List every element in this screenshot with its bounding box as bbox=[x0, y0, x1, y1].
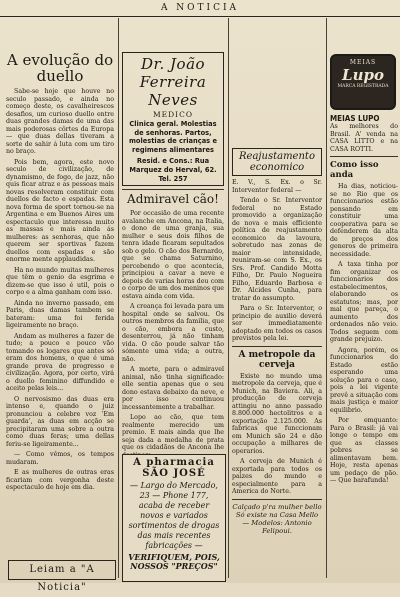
ad-text-lupo: As melhores do Brasil. A' venda na CASA LITTO e na CASA ROTTI. bbox=[330, 123, 398, 153]
divider bbox=[232, 346, 322, 347]
lupo-logo bbox=[330, 54, 396, 110]
paragraph: A morte, para o admiravel animal, não tinha significado: elle sentia apenas que o seu dono estava debaixo da neve, e por isso continuou incessantemente a trabalhar. bbox=[122, 366, 224, 411]
shoe-ad: Calçado p'ra mulher bello Só existe na Casa Mello — Modelos: Antonio Felipoui. bbox=[232, 502, 322, 535]
doctor-name: Dr. João Ferreira Neves bbox=[139, 55, 207, 109]
byline: E. V., S. Ex. o Sr. Interventor federal — bbox=[232, 179, 322, 194]
logo-line-1: MEIAS bbox=[349, 59, 377, 66]
paragraph: Ainda no inverno passado, em Paris, duas damas tambem se bateram: uma foi ferida ligeiramente no braço. bbox=[6, 299, 114, 329]
column-rule bbox=[228, 18, 229, 578]
paragraph: Pois bem, agora, este novo seculo de civilização, de dynamismo, de fogo, de jazz, não quis ficar atraz e as pessoas mais novas resolveram constituir com duellos de facto e espadas. Esta nova forma de sport tornou-se na Argentina e em Buenos Aires um espectaculo que interessa muito as massas e mais ainda ás mulheres: as senhoras, que não querem ser sportivas fazem duellos com espadas e são enorme mente applaudidas. bbox=[6, 158, 114, 263]
paragraph: Andam as mulheres a fazer de tudo; a pouco e pouco vão tomando os logares que antes só eram dos homens, o que é uma grande prova de progresso e civilização. Agora, por certo, virá o duello feminino diffundido e aceito pelas leis... bbox=[6, 332, 114, 392]
article-title-reajustamento: Reajustamento economico bbox=[239, 151, 315, 173]
paragraph: Tendo o Sr. Interventor federal no Estado promovido a organização de nova e mais efficiente política de reajustamento economico da lavoura, sobretudo nas zonas de maior intensidade, reuniram-se com S. Ex., os Srs. Prof. Candido Motta Filho, Dr. Paulo Nogueira Filho, Eduardo Barbosa e Dr. Alcides Cunha, para tratar do assumpto. bbox=[232, 197, 322, 302]
paragraph: Lopo ao cão, que tem realmente merecido um premio. E mais ainda que lhe seja dada a medalha de prata que os cidadãos de Ancona lhe bbox=[122, 414, 224, 452]
paragraph: Ha dias, noticiou-se no Rio que os funccionarios estão pensando em constituir uma cooperativa para se defenderem da alta de preços dos generos de primeira necessidade. bbox=[330, 183, 398, 258]
paragraph: Por emquanto: Para o Brasil: já vai longe o tempo em que as classes pobres se alimentavam bem. Hoje, resta apenas um pedaço de pão. — Que barafunda! bbox=[330, 417, 398, 484]
article-title-duello: A evolução do duello bbox=[6, 52, 114, 85]
pharmacy-title: A pharmacia SÃO JOSÉ bbox=[133, 457, 215, 479]
paragraph: Existe no mundo uma metropole da cerveja, que é Munich, na Baviera. Ali, a producção de cerveja attingiu no anno passado 8.800.000 hectolitros e a exportação 2.125.000. As fabricas que funccionam em Munich são 24 e dão occupação a milhares de operarios. bbox=[232, 372, 322, 455]
pharmacy-ad bbox=[122, 454, 226, 582]
column-duello bbox=[6, 52, 114, 556]
paragraph: Para o Sr. Interventor, o principio de auxilio deverá ser immediatamente adoptado em todos os casos previstos pela lei. bbox=[232, 305, 322, 342]
column-lupo bbox=[330, 54, 398, 580]
pharmacy-footer: VERIFIQUEM, POIS, NOSSOS "PREÇOS" bbox=[128, 552, 220, 571]
doctor-ad bbox=[122, 52, 224, 186]
column-reajustamento bbox=[232, 146, 322, 574]
doctor-role: MEDICO bbox=[152, 110, 194, 119]
paragraph: Sabe-se hoje que houve no seculo passado, e ainda no começo deste, os cavalheirescos desafios, um curioso duello entre duas grandes damas de uma das mais poderosas côrtes da Europa — que duas dellas tiveram a sorte de sahir á luta com um tiro no braço. bbox=[6, 88, 114, 155]
paragraph: A creança foi levada para um hospital onde se salvou. Os outros membros da familia, que o cão, embora a custo, desenterrou, já não tinham vida. O cão poude salvar tão sómente uma vida; a outra, não. bbox=[122, 303, 224, 363]
paragraph: — Como vêmos, os tempos mudaram. bbox=[6, 451, 114, 466]
column-rule bbox=[118, 18, 119, 578]
ad-title-lupo: MEIAS LUPO bbox=[330, 114, 380, 123]
headline-box bbox=[232, 148, 322, 176]
logo-line-2: MARCA REGISTRADA bbox=[337, 84, 389, 89]
logo-brand: Lupo bbox=[342, 66, 384, 84]
article-title-cao: Admiravel cão! bbox=[127, 192, 219, 207]
paragraph: Ha no mundo muitas mulheres que têm o genio da esgrima e dizem-se que isso é util, pois o corpo e a alma ganham com isso. bbox=[6, 266, 114, 296]
footer-promo: Leiam a "A Noticia" bbox=[8, 560, 116, 580]
paragraph: A taxa tinha por fim organizar os funccionarios dos estabelecimentos, elaborando os estatutos; mas, por mal que pareça, o aumento dos ordenados não veio. Todos seguem com grande prejuizo. bbox=[330, 261, 398, 343]
paragraph: Agora, porém, os funccionarios do Estado estão esperando uma solução para o caso, pois a lei vigente prevê a situação com mais justiça e maior equilibrio. bbox=[330, 346, 398, 414]
paragraph: E as mulheres de outras eras ficariam com vergonha deste espectaculo de hoje em dia. bbox=[6, 469, 114, 491]
masthead: A NOTICIA bbox=[0, 0, 400, 17]
article-title-cerveja: A metropole da cerveja bbox=[238, 349, 316, 370]
section-title-como: Como isso anda bbox=[330, 160, 379, 180]
doctor-services: Clinica geral. Molestias de senhoras. Partos, molestias de crianças e regimens alimentares bbox=[129, 119, 217, 154]
paragraph: A cerveja de Munich é exportada para todos os paizes do mundo e especialmente para a America do Norte. bbox=[232, 458, 322, 495]
divider bbox=[232, 499, 322, 500]
divider bbox=[330, 156, 398, 157]
divider bbox=[122, 189, 224, 190]
column-rule bbox=[326, 18, 327, 578]
doctor-address: Resid. e Cons.: Rua Marquez do Herval, 62. Tel. 257 bbox=[129, 156, 217, 183]
paragraph: Por occasião de uma recente avalanche em Ancona, na Italia, o dono de uma granja, sua mulher e seus dois filhos de tenra idade ficaram sepultados sob o gelo. O cão dos Bernardo, que se chama Saturnino, percebendo o que acontecia, principiou a cavar a neve e depois de varias horas deu com o corpo de um dos meninos que estava ainda com vida. bbox=[122, 210, 224, 300]
pharmacy-body: — Largo do Mercado, 23 — Phone 177, acaba de receber novos e variados sortimentos de drogas das mais recentes fabricações — bbox=[128, 481, 220, 550]
paragraph: O nervosismo das duas era intenso e, quando o juiz pronunciou a celebre voz ‘Em guarda’, as duas em acção se precipitaram uma sobre a outra como duas feras; uma dellas feriu-se ligeiramente... bbox=[6, 395, 114, 448]
